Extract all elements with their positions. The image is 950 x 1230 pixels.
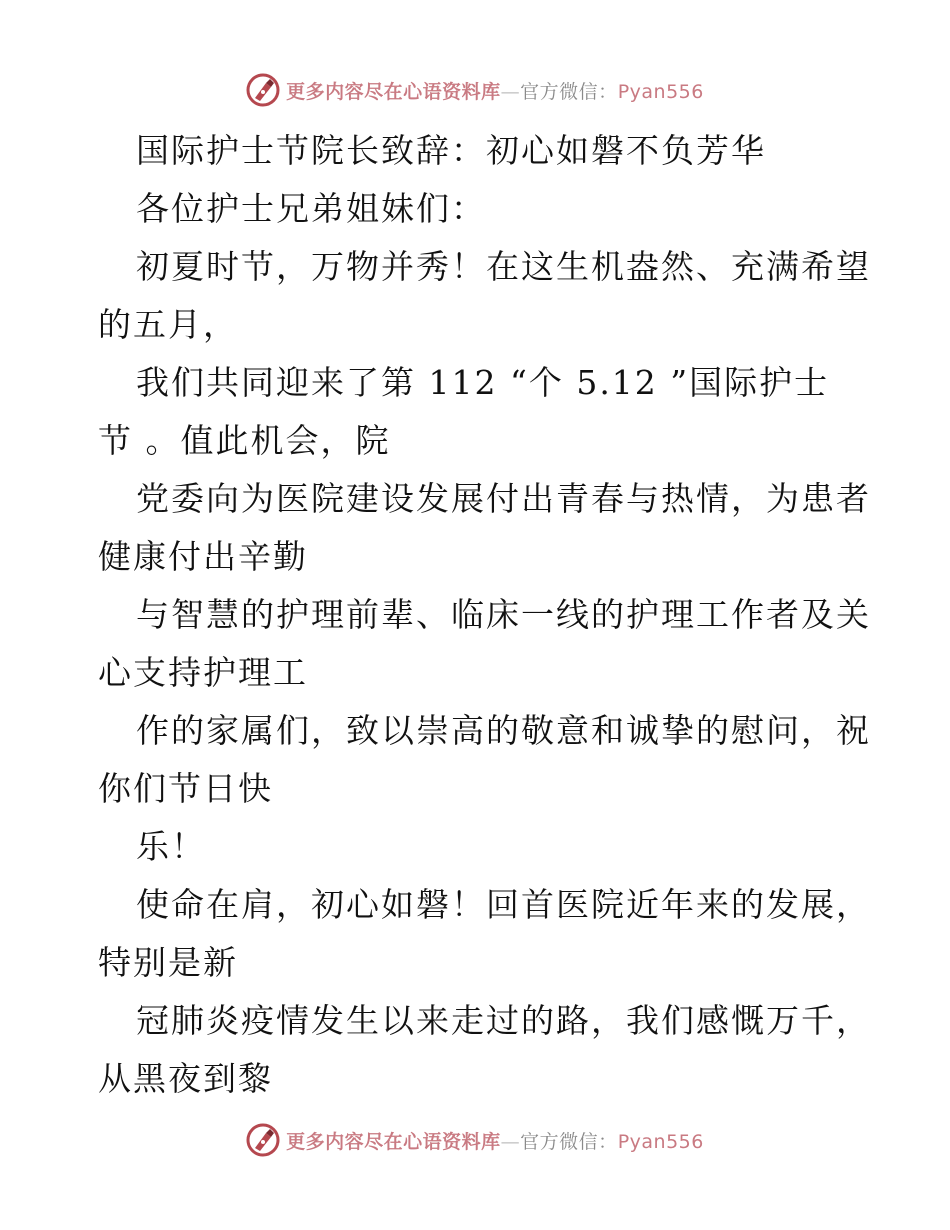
header-wechat-id: Pyan556 — [617, 80, 704, 103]
paragraph-line: 各位护士兄弟姐妹们： — [136, 189, 486, 228]
paragraph-line: 健康付出辛勤 — [98, 537, 308, 576]
paragraph-line: 心支持护理工 — [98, 653, 308, 692]
document-title: 国际护士节院长致辞：初心如磐不负芳华 — [136, 131, 766, 170]
paragraph-line: 特别是新 — [98, 943, 238, 982]
footer-banner — [0, 1120, 950, 1160]
paragraph-line: 初夏时节，万物并秀！在这生机盎然、充满希望 — [136, 247, 871, 286]
header-dash: — — [500, 80, 521, 103]
paragraph-line: 冠肺炎疫情发生以来走过的路，我们感慨万千， — [136, 1001, 871, 1040]
footer-dash: — — [500, 1130, 521, 1153]
header-banner-inner — [246, 73, 704, 107]
paragraph-line: 与智慧的护理前辈、临床一线的护理工作者及关 — [136, 595, 871, 634]
pen-nib-logo-icon — [246, 73, 280, 107]
paragraph-line: 的五月， — [98, 305, 238, 344]
footer-banner-text — [286, 1127, 704, 1154]
paragraph-line: 你们节日快 — [98, 769, 273, 808]
header-slogan: 更多内容尽在心语资料库 — [286, 80, 501, 103]
paragraph-line: 从黑夜到黎 — [98, 1059, 273, 1098]
footer-banner-inner — [246, 1123, 704, 1157]
paragraph-line: 使命在肩，初心如磐！回首医院近年来的发展， — [136, 885, 871, 924]
footer-wechat-id: Pyan556 — [617, 1130, 704, 1153]
header-wechat-label: 官方微信： — [520, 80, 618, 103]
header-banner — [0, 70, 950, 110]
pen-nib-logo-icon — [246, 1123, 280, 1157]
header-banner-text — [286, 77, 704, 104]
paragraph-line: 党委向为医院建设发展付出青春与热情，为患者 — [136, 479, 871, 518]
document-body — [98, 122, 871, 1108]
footer-slogan: 更多内容尽在心语资料库 — [286, 1130, 501, 1153]
paragraph-line: 乐！ — [136, 827, 206, 866]
footer-wechat-label: 官方微信： — [520, 1130, 618, 1153]
paragraph-line: 我们共同迎来了第 112 “个 5.12 ”国际护士 — [136, 363, 830, 402]
paragraph-line: 作的家属们，致以崇高的敬意和诚挚的慰问，祝 — [136, 711, 871, 750]
paragraph-line: 节 。值此机会，院 — [98, 421, 391, 460]
